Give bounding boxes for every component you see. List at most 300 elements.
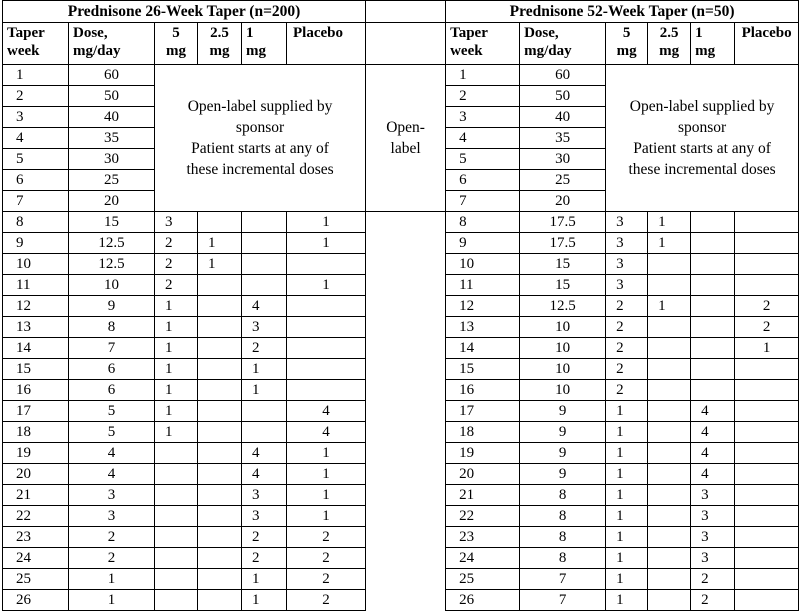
left-week-cell: 17 bbox=[3, 401, 69, 422]
right-2-5mg-cell bbox=[648, 590, 691, 611]
left-dose-cell: 4 bbox=[69, 464, 155, 485]
right-2-5mg-cell bbox=[648, 548, 691, 569]
left-1mg-cell: 2 bbox=[242, 338, 287, 359]
left-1mg-cell: 2 bbox=[242, 527, 287, 548]
open-label-middle bbox=[366, 65, 446, 212]
left-dose-cell: 7 bbox=[69, 338, 155, 359]
left-1mg-cell bbox=[242, 233, 287, 254]
right-1mg-cell: 2 bbox=[691, 590, 735, 611]
left-week-cell: 1 bbox=[3, 65, 69, 86]
left-placebo-cell bbox=[287, 317, 366, 338]
right-2-5mg-cell bbox=[648, 506, 691, 527]
left-1mg-cell: 1 bbox=[242, 380, 287, 401]
right-2-5mg-cell bbox=[648, 464, 691, 485]
right-5mg-cell: 3 bbox=[606, 275, 648, 296]
left-dose-cell: 2 bbox=[69, 527, 155, 548]
right-5mg-cell: 1 bbox=[606, 401, 648, 422]
left-dose-cell: 50 bbox=[69, 86, 155, 107]
left-1mg-cell: 1 bbox=[242, 569, 287, 590]
left-week-cell: 6 bbox=[3, 170, 69, 191]
right-5mg-cell: 1 bbox=[606, 527, 648, 548]
right-week-cell: 6 bbox=[446, 170, 520, 191]
left-placebo-cell: 2 bbox=[287, 548, 366, 569]
left-placebo-cell bbox=[287, 254, 366, 275]
header-dose: Dose, mg/day bbox=[520, 23, 606, 65]
header-2-5mg: 2.5 mg bbox=[648, 23, 691, 65]
right-dose-cell: 10 bbox=[520, 359, 606, 380]
left-week-cell: 9 bbox=[3, 233, 69, 254]
right-week-cell: 3 bbox=[446, 107, 520, 128]
left-placebo-cell: 2 bbox=[287, 590, 366, 611]
left-5mg-cell bbox=[155, 548, 198, 569]
right-placebo-cell bbox=[735, 485, 799, 506]
table-row bbox=[3, 233, 799, 254]
right-week-cell: 9 bbox=[446, 233, 520, 254]
left-2-5mg-cell bbox=[198, 275, 242, 296]
column-gap bbox=[366, 380, 446, 401]
table-row bbox=[3, 317, 799, 338]
right-dose-cell: 10 bbox=[520, 317, 606, 338]
right-dose-cell: 17.5 bbox=[520, 233, 606, 254]
left-2-5mg-cell bbox=[198, 296, 242, 317]
left-1mg-cell bbox=[242, 254, 287, 275]
right-dose-cell: 15 bbox=[520, 254, 606, 275]
left-1mg-cell: 4 bbox=[242, 464, 287, 485]
left-1mg-cell: 3 bbox=[242, 485, 287, 506]
left-week-cell: 8 bbox=[3, 212, 69, 233]
left-2-5mg-cell bbox=[198, 506, 242, 527]
right-1mg-cell: 3 bbox=[691, 527, 735, 548]
right-2-5mg-cell bbox=[648, 569, 691, 590]
left-1mg-cell bbox=[242, 422, 287, 443]
header-1mg: 1 mg bbox=[691, 23, 735, 65]
left-1mg-cell: 4 bbox=[242, 296, 287, 317]
left-5mg-cell bbox=[155, 443, 198, 464]
table-row bbox=[3, 590, 799, 611]
right-dose-cell: 9 bbox=[520, 422, 606, 443]
header-placebo: Placebo bbox=[735, 23, 799, 65]
table-row bbox=[3, 338, 799, 359]
left-5mg-cell bbox=[155, 527, 198, 548]
left-week-cell: 25 bbox=[3, 569, 69, 590]
right-5mg-cell: 1 bbox=[606, 422, 648, 443]
right-week-cell: 5 bbox=[446, 149, 520, 170]
left-dose-cell: 9 bbox=[69, 296, 155, 317]
left-1mg-cell: 4 bbox=[242, 443, 287, 464]
right-week-cell: 13 bbox=[446, 317, 520, 338]
open-label-note-line: Open-label supplied by bbox=[187, 98, 333, 115]
right-1mg-cell: 4 bbox=[691, 422, 735, 443]
left-dose-cell: 2 bbox=[69, 548, 155, 569]
left-dose-cell: 60 bbox=[69, 65, 155, 86]
open-label-middle-line: Open- bbox=[386, 119, 425, 136]
right-placebo-cell bbox=[735, 380, 799, 401]
left-2-5mg-cell bbox=[198, 485, 242, 506]
left-week-cell: 4 bbox=[3, 128, 69, 149]
left-5mg-cell: 2 bbox=[155, 275, 198, 296]
left-5mg-cell: 2 bbox=[155, 233, 198, 254]
right-placebo-cell bbox=[735, 569, 799, 590]
title-spacer bbox=[366, 1, 446, 23]
right-2-5mg-cell bbox=[648, 338, 691, 359]
left-placebo-cell bbox=[287, 338, 366, 359]
table-row bbox=[3, 296, 799, 317]
table-row bbox=[3, 443, 799, 464]
left-week-cell: 26 bbox=[3, 590, 69, 611]
right-5mg-cell: 2 bbox=[606, 296, 648, 317]
left-1mg-cell: 3 bbox=[242, 317, 287, 338]
left-2-5mg-cell bbox=[198, 548, 242, 569]
right-week-cell: 18 bbox=[446, 422, 520, 443]
open-label-middle-line: label bbox=[390, 140, 421, 157]
right-placebo-cell bbox=[735, 464, 799, 485]
table-row bbox=[3, 506, 799, 527]
right-week-cell: 16 bbox=[446, 380, 520, 401]
left-5mg-cell bbox=[155, 506, 198, 527]
column-gap bbox=[366, 464, 446, 485]
left-placebo-cell: 1 bbox=[287, 464, 366, 485]
left-week-cell: 14 bbox=[3, 338, 69, 359]
right-week-cell: 20 bbox=[446, 464, 520, 485]
right-dose-cell: 8 bbox=[520, 506, 606, 527]
left-5mg-cell bbox=[155, 569, 198, 590]
right-week-cell: 7 bbox=[446, 191, 520, 212]
header-spacer bbox=[366, 23, 446, 65]
right-dose-cell: 10 bbox=[520, 380, 606, 401]
right-2-5mg-cell: 1 bbox=[648, 233, 691, 254]
taper-schedule-table bbox=[2, 0, 799, 611]
left-2-5mg-cell bbox=[198, 422, 242, 443]
right-5mg-cell: 1 bbox=[606, 548, 648, 569]
left-2-5mg-cell bbox=[198, 317, 242, 338]
right-week-cell: 4 bbox=[446, 128, 520, 149]
open-label-note-line: sponsor bbox=[235, 119, 285, 136]
left-week-cell: 24 bbox=[3, 548, 69, 569]
header-5mg: 5 mg bbox=[606, 23, 648, 65]
left-dose-cell: 5 bbox=[69, 422, 155, 443]
open-label-note-line: Open-label supplied by bbox=[629, 98, 775, 115]
left-1mg-cell bbox=[242, 212, 287, 233]
right-placebo-cell: 2 bbox=[735, 296, 799, 317]
left-5mg-cell bbox=[155, 590, 198, 611]
left-week-cell: 10 bbox=[3, 254, 69, 275]
left-5mg-cell: 2 bbox=[155, 254, 198, 275]
left-placebo-cell: 1 bbox=[287, 212, 366, 233]
column-gap bbox=[366, 506, 446, 527]
right-5mg-cell: 2 bbox=[606, 359, 648, 380]
right-dose-cell: 17.5 bbox=[520, 212, 606, 233]
right-dose-cell: 8 bbox=[520, 485, 606, 506]
open-label-note-line: these incremental doses bbox=[186, 161, 334, 178]
right-1mg-cell: 4 bbox=[691, 443, 735, 464]
left-5mg-cell: 1 bbox=[155, 296, 198, 317]
column-gap bbox=[366, 485, 446, 506]
table-row bbox=[3, 65, 799, 86]
right-dose-cell: 9 bbox=[520, 401, 606, 422]
left-5mg-cell: 1 bbox=[155, 380, 198, 401]
left-2-5mg-cell bbox=[198, 212, 242, 233]
left-dose-cell: 3 bbox=[69, 506, 155, 527]
open-label-note-line: Patient starts at any of bbox=[191, 140, 329, 157]
column-gap bbox=[366, 317, 446, 338]
left-5mg-cell: 1 bbox=[155, 422, 198, 443]
left-placebo-cell: 1 bbox=[287, 485, 366, 506]
right-dose-cell: 8 bbox=[520, 527, 606, 548]
right-5mg-cell: 1 bbox=[606, 590, 648, 611]
right-open-label-note bbox=[606, 65, 799, 212]
left-2-5mg-cell bbox=[198, 380, 242, 401]
right-placebo-cell bbox=[735, 527, 799, 548]
left-2-5mg-cell bbox=[198, 569, 242, 590]
left-2-5mg-cell bbox=[198, 401, 242, 422]
left-week-cell: 20 bbox=[3, 464, 69, 485]
left-dose-cell: 8 bbox=[69, 317, 155, 338]
left-dose-cell: 5 bbox=[69, 401, 155, 422]
right-placebo-cell: 2 bbox=[735, 317, 799, 338]
right-week-cell: 14 bbox=[446, 338, 520, 359]
left-dose-cell: 3 bbox=[69, 485, 155, 506]
column-gap bbox=[366, 359, 446, 380]
right-week-cell: 25 bbox=[446, 569, 520, 590]
right-5mg-cell: 2 bbox=[606, 380, 648, 401]
right-placebo-cell bbox=[735, 359, 799, 380]
left-2-5mg-cell: 1 bbox=[198, 254, 242, 275]
right-1mg-cell bbox=[691, 380, 735, 401]
right-2-5mg-cell: 1 bbox=[648, 212, 691, 233]
right-week-cell: 12 bbox=[446, 296, 520, 317]
left-5mg-cell: 1 bbox=[155, 401, 198, 422]
right-dose-cell: 12.5 bbox=[520, 296, 606, 317]
table-row bbox=[3, 380, 799, 401]
table-row bbox=[3, 464, 799, 485]
right-week-cell: 15 bbox=[446, 359, 520, 380]
left-2-5mg-cell bbox=[198, 338, 242, 359]
right-2-5mg-cell bbox=[648, 359, 691, 380]
left-placebo-cell: 2 bbox=[287, 569, 366, 590]
left-week-cell: 5 bbox=[3, 149, 69, 170]
right-placebo-cell bbox=[735, 212, 799, 233]
left-week-cell: 22 bbox=[3, 506, 69, 527]
right-1mg-cell bbox=[691, 317, 735, 338]
left-placebo-cell: 2 bbox=[287, 527, 366, 548]
right-week-cell: 26 bbox=[446, 590, 520, 611]
left-placebo-cell bbox=[287, 380, 366, 401]
right-1mg-cell bbox=[691, 212, 735, 233]
column-gap bbox=[366, 254, 446, 275]
left-dose-cell: 12.5 bbox=[69, 254, 155, 275]
right-placebo-cell bbox=[735, 401, 799, 422]
header-2-5mg: 2.5 mg bbox=[198, 23, 242, 65]
right-placebo-cell bbox=[735, 548, 799, 569]
left-placebo-cell: 1 bbox=[287, 233, 366, 254]
right-dose-cell: 7 bbox=[520, 590, 606, 611]
left-2-5mg-cell: 1 bbox=[198, 233, 242, 254]
left-dose-cell: 6 bbox=[69, 380, 155, 401]
column-gap bbox=[366, 212, 446, 233]
table-row bbox=[3, 212, 799, 233]
table-row bbox=[3, 485, 799, 506]
right-placebo-cell: 1 bbox=[735, 338, 799, 359]
header-taper-week: Taper week bbox=[3, 23, 69, 65]
left-open-label-note bbox=[155, 65, 366, 212]
right-1mg-cell bbox=[691, 233, 735, 254]
right-week-cell: 22 bbox=[446, 506, 520, 527]
left-placebo-cell bbox=[287, 296, 366, 317]
left-week-cell: 15 bbox=[3, 359, 69, 380]
left-week-cell: 13 bbox=[3, 317, 69, 338]
left-week-cell: 16 bbox=[3, 380, 69, 401]
left-5mg-cell bbox=[155, 485, 198, 506]
header-dose: Dose, mg/day bbox=[69, 23, 155, 65]
left-week-cell: 23 bbox=[3, 527, 69, 548]
left-5mg-cell bbox=[155, 464, 198, 485]
right-dose-cell: 9 bbox=[520, 443, 606, 464]
right-1mg-cell: 2 bbox=[691, 569, 735, 590]
column-gap bbox=[366, 422, 446, 443]
column-gap bbox=[366, 443, 446, 464]
right-week-cell: 10 bbox=[446, 254, 520, 275]
right-placebo-cell bbox=[735, 590, 799, 611]
header-5mg: 5 mg bbox=[155, 23, 198, 65]
right-dose-cell: 10 bbox=[520, 338, 606, 359]
open-label-note-line: sponsor bbox=[677, 119, 727, 136]
right-dose-cell: 50 bbox=[520, 86, 606, 107]
right-2-5mg-cell bbox=[648, 317, 691, 338]
right-dose-cell: 40 bbox=[520, 107, 606, 128]
column-gap bbox=[366, 401, 446, 422]
right-week-cell: 2 bbox=[446, 86, 520, 107]
right-5mg-cell: 1 bbox=[606, 569, 648, 590]
left-placebo-cell: 1 bbox=[287, 275, 366, 296]
left-week-cell: 18 bbox=[3, 422, 69, 443]
right-week-cell: 17 bbox=[446, 401, 520, 422]
left-5mg-cell: 3 bbox=[155, 212, 198, 233]
left-2-5mg-cell bbox=[198, 443, 242, 464]
left-1mg-cell: 1 bbox=[242, 359, 287, 380]
right-dose-cell: 20 bbox=[520, 191, 606, 212]
header-placebo: Placebo bbox=[287, 23, 366, 65]
left-dose-cell: 1 bbox=[69, 590, 155, 611]
left-week-cell: 19 bbox=[3, 443, 69, 464]
right-5mg-cell: 1 bbox=[606, 506, 648, 527]
right-5mg-cell: 2 bbox=[606, 317, 648, 338]
right-1mg-cell: 3 bbox=[691, 485, 735, 506]
column-gap bbox=[366, 569, 446, 590]
left-dose-cell: 6 bbox=[69, 359, 155, 380]
left-dose-cell: 4 bbox=[69, 443, 155, 464]
table-row bbox=[3, 422, 799, 443]
header-taper-week: Taper week bbox=[446, 23, 520, 65]
right-2-5mg-cell bbox=[648, 380, 691, 401]
left-placebo-cell bbox=[287, 359, 366, 380]
column-gap bbox=[366, 275, 446, 296]
left-2-5mg-cell bbox=[198, 527, 242, 548]
right-dose-cell: 7 bbox=[520, 569, 606, 590]
right-placebo-cell bbox=[735, 275, 799, 296]
left-dose-cell: 35 bbox=[69, 128, 155, 149]
left-placebo-cell: 4 bbox=[287, 422, 366, 443]
right-2-5mg-cell bbox=[648, 422, 691, 443]
open-label-note-line: these incremental doses bbox=[628, 161, 776, 178]
left-1mg-cell: 2 bbox=[242, 548, 287, 569]
right-week-cell: 21 bbox=[446, 485, 520, 506]
right-5mg-cell: 1 bbox=[606, 443, 648, 464]
left-dose-cell: 40 bbox=[69, 107, 155, 128]
right-1mg-cell bbox=[691, 338, 735, 359]
left-dose-cell: 20 bbox=[69, 191, 155, 212]
left-week-cell: 21 bbox=[3, 485, 69, 506]
right-5mg-cell: 2 bbox=[606, 338, 648, 359]
right-1mg-cell: 3 bbox=[691, 506, 735, 527]
left-dose-cell: 12.5 bbox=[69, 233, 155, 254]
column-gap bbox=[366, 527, 446, 548]
column-gap bbox=[366, 233, 446, 254]
left-dose-cell: 1 bbox=[69, 569, 155, 590]
column-gap bbox=[366, 296, 446, 317]
left-week-cell: 12 bbox=[3, 296, 69, 317]
left-2-5mg-cell bbox=[198, 359, 242, 380]
left-1mg-cell: 1 bbox=[242, 590, 287, 611]
right-placebo-cell bbox=[735, 506, 799, 527]
open-label-note-line: Patient starts at any of bbox=[633, 140, 771, 157]
left-2-5mg-cell bbox=[198, 464, 242, 485]
right-1mg-cell bbox=[691, 254, 735, 275]
left-1mg-cell bbox=[242, 401, 287, 422]
right-dose-cell: 35 bbox=[520, 128, 606, 149]
right-2-5mg-cell bbox=[648, 275, 691, 296]
right-week-cell: 24 bbox=[446, 548, 520, 569]
right-week-cell: 1 bbox=[446, 65, 520, 86]
right-5mg-cell: 3 bbox=[606, 254, 648, 275]
right-5mg-cell: 1 bbox=[606, 464, 648, 485]
column-gap bbox=[366, 338, 446, 359]
left-week-cell: 11 bbox=[3, 275, 69, 296]
right-2-5mg-cell bbox=[648, 443, 691, 464]
left-1mg-cell: 3 bbox=[242, 506, 287, 527]
header-1mg: 1 mg bbox=[242, 23, 287, 65]
right-placebo-cell bbox=[735, 233, 799, 254]
table-row bbox=[3, 569, 799, 590]
left-placebo-cell: 1 bbox=[287, 506, 366, 527]
left-5mg-cell: 1 bbox=[155, 338, 198, 359]
right-1mg-cell bbox=[691, 296, 735, 317]
left-2-5mg-cell bbox=[198, 590, 242, 611]
right-1mg-cell bbox=[691, 275, 735, 296]
left-dose-cell: 25 bbox=[69, 170, 155, 191]
left-placebo-cell: 4 bbox=[287, 401, 366, 422]
right-dose-cell: 8 bbox=[520, 548, 606, 569]
left-table-title: Prednisone 26-Week Taper (n=200) bbox=[3, 1, 366, 23]
right-5mg-cell: 3 bbox=[606, 212, 648, 233]
right-1mg-cell: 3 bbox=[691, 548, 735, 569]
right-5mg-cell: 1 bbox=[606, 485, 648, 506]
left-week-cell: 2 bbox=[3, 86, 69, 107]
right-week-cell: 19 bbox=[446, 443, 520, 464]
right-table-title: Prednisone 52-Week Taper (n=50) bbox=[446, 1, 799, 23]
right-2-5mg-cell bbox=[648, 401, 691, 422]
right-5mg-cell: 3 bbox=[606, 233, 648, 254]
right-2-5mg-cell bbox=[648, 527, 691, 548]
right-placebo-cell bbox=[735, 422, 799, 443]
left-1mg-cell bbox=[242, 275, 287, 296]
right-2-5mg-cell bbox=[648, 485, 691, 506]
table-row bbox=[3, 359, 799, 380]
table-row bbox=[3, 401, 799, 422]
right-placebo-cell bbox=[735, 254, 799, 275]
left-dose-cell: 15 bbox=[69, 212, 155, 233]
right-1mg-cell bbox=[691, 359, 735, 380]
right-week-cell: 11 bbox=[446, 275, 520, 296]
